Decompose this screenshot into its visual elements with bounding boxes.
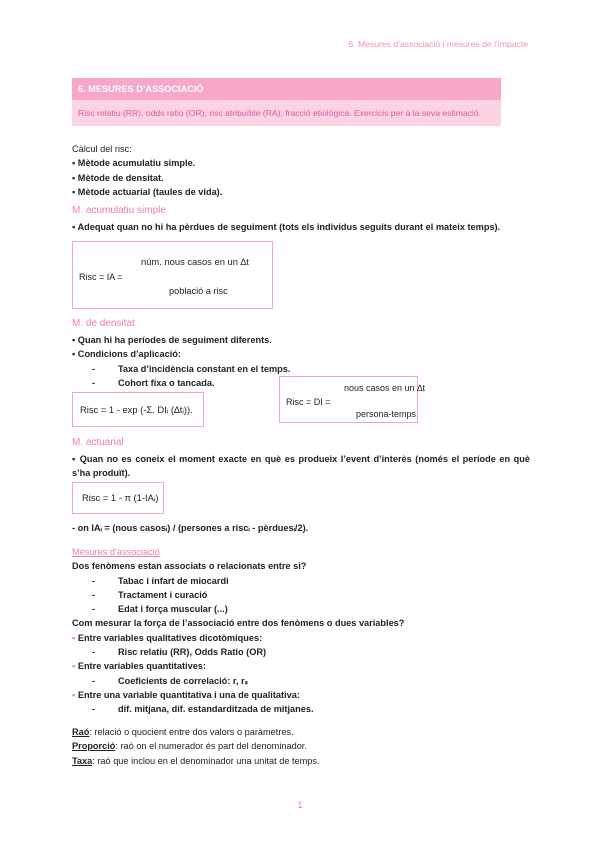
page-number: 1 bbox=[297, 800, 303, 810]
group-label: ▪ Entre variables quantitatives: bbox=[72, 661, 206, 672]
definition-item: Taxa: raó que inclou en el denominador una unitat de temps. bbox=[72, 755, 320, 766]
density-formula-2-denominator: persona-temps bbox=[356, 409, 417, 419]
actuarial-formula: Risc = 1 - π (1-IAᵢ) bbox=[82, 492, 159, 503]
association-question: Com mesurar la força de l’associació entre dos fenòmens o dues variables? bbox=[72, 618, 405, 629]
simple-bullet: ▪ Adequat quan no hi ha pèrdues de seguiment (tots els individus seguits durant el mateix temps). bbox=[72, 222, 501, 232]
simple-formula-denominator: població a risc bbox=[169, 286, 228, 296]
definitions-block bbox=[72, 725, 532, 768]
example-item: - Edat i força muscular (...) bbox=[92, 604, 228, 615]
density-formula-box-1 bbox=[72, 392, 204, 427]
density-bullet: ▪ Condicions d’aplicació: bbox=[72, 349, 181, 360]
association-question: Dos fenòmens estan associats o relacionats entre si? bbox=[72, 561, 307, 572]
simple-method-block bbox=[72, 204, 532, 234]
association-heading: Mesures d’associació bbox=[72, 547, 160, 557]
risk-calc-heading: Càlcul del risc: bbox=[72, 144, 132, 154]
actuarial-formula-box bbox=[72, 482, 164, 514]
running-header: 6. Mesures d’associació i mesures de l’impacte bbox=[348, 39, 528, 49]
condition-item: - Taxa d’incidència constant en el temps. bbox=[92, 363, 291, 374]
density-formula-1: Risc = 1 - exp (-Σ. DIᵢ (∆tᵢ)). bbox=[80, 404, 193, 415]
density-formula-box-2 bbox=[279, 376, 426, 423]
simple-formula-numerator: núm. nous casos en un ∆t bbox=[141, 256, 249, 267]
risk-calc-item: ▪ Mètode de densitat. bbox=[72, 172, 164, 183]
density-heading: M. de densitat bbox=[72, 318, 135, 329]
example-item: - Tractament i curació bbox=[92, 590, 208, 601]
density-formula-2-lhs: Risc = DI = bbox=[286, 397, 331, 407]
density-bullet: ▪ Quan hi ha períodes de seguiment diferents. bbox=[72, 335, 272, 345]
section-band bbox=[72, 78, 501, 126]
actuarial-bullet: ▪ Quan no es coneix el moment exacte en què es produeix l’event d’interès (només el període en què s’ha produït). bbox=[72, 454, 530, 479]
risk-calc-block bbox=[72, 142, 532, 200]
simple-formula-box bbox=[72, 241, 273, 309]
section-subtitle: Risc relatiu (RR), odds ratio (OR), risc atribuïble (RA), fracció etiològica. Exercicis per a la seva estimació. bbox=[72, 100, 501, 126]
group-detail: - Coeficients de correlació: r, rₛ bbox=[92, 675, 249, 686]
definition-item: Raó: relació o quocient entre dos valors o paràmetres. bbox=[72, 727, 294, 737]
group-label: ▪ Entre una variable quantitativa i una de qualitativa: bbox=[72, 690, 300, 701]
group-detail: - dif. mitjana, dif. estandarditzada de mitjanes. bbox=[92, 704, 314, 715]
actuarial-method-block bbox=[72, 436, 530, 481]
actuarial-heading: M. actuarial bbox=[72, 437, 124, 448]
actuarial-note: - on IAᵢ = (nous casosᵢ) / (persones a riscᵢ - pèrduesᵢ/2). bbox=[72, 523, 309, 533]
association-block bbox=[72, 545, 532, 717]
group-detail: - Risc relatiu (RR), Odds Ratio (OR) bbox=[92, 647, 267, 658]
simple-formula-lhs: Risc = IA = bbox=[79, 272, 123, 282]
risk-calc-item: ▪ Mètode acumulatiu simple. bbox=[72, 158, 196, 169]
group-label: ▪ Entre variables qualitatives dicotòmiques: bbox=[72, 632, 263, 643]
simple-heading: M. acumulatiu simple bbox=[72, 205, 166, 216]
condition-item: - Cohort fixa o tancada. bbox=[92, 378, 215, 389]
density-formula-2-numerator: nous casos en un ∆t bbox=[344, 383, 426, 393]
definition-item: Proporció: raó on el numerador és part del denominador. bbox=[72, 741, 307, 752]
section-title: 6. MESURES D’ASSOCIACIÓ bbox=[72, 78, 501, 100]
risk-calc-item: ▪ Mètode actuarial (taules de vida). bbox=[72, 187, 223, 198]
example-item: - Tabac i infart de miocardi bbox=[92, 575, 229, 586]
